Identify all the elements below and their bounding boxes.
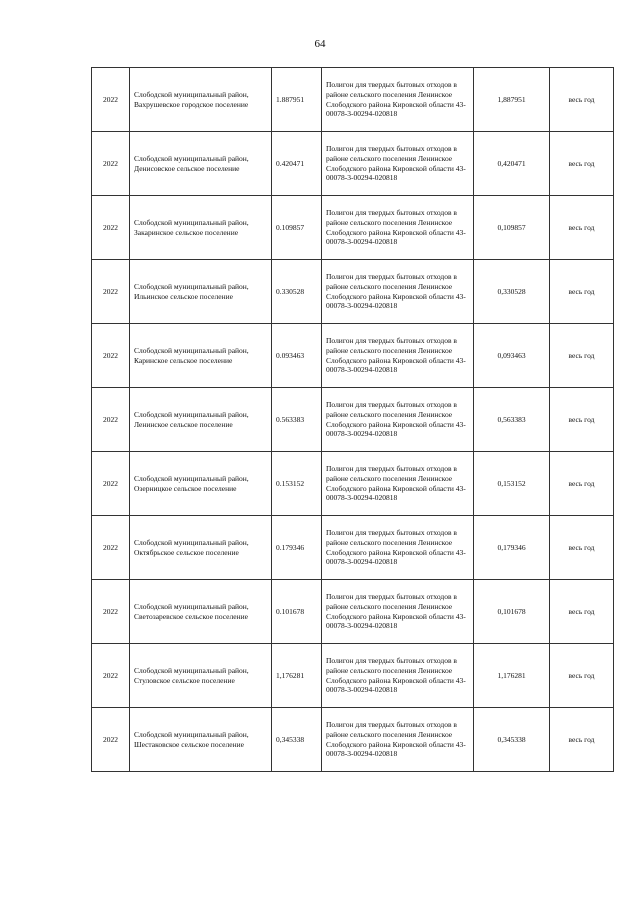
facility-cell: Полигон для твердых бытовых отходов в районе сельского поселения Ленинское Слободского района Кировской области 43-00078-3-00294-020818 [322, 644, 474, 708]
period-cell: весь год [550, 516, 614, 580]
year-cell: 2022 [92, 644, 130, 708]
facility-cell: Полигон для твердых бытовых отходов в районе сельского поселения Ленинское Слободского района Кировской области 43-00078-3-00294-020818 [322, 132, 474, 196]
district-cell: Слободской муниципальный район, Ильинское сельское поселение [130, 260, 272, 324]
quantity-cell: 0.563383 [272, 388, 322, 452]
year-cell: 2022 [92, 68, 130, 132]
facility-cell: Полигон для твердых бытовых отходов в районе сельского поселения Ленинское Слободского района Кировской области 43-00078-3-00294-020818 [322, 708, 474, 772]
table-row [92, 324, 614, 388]
year-cell: 2022 [92, 132, 130, 196]
year-cell: 2022 [92, 452, 130, 516]
district-cell: Слободской муниципальный район, Октябрьское сельское поселение [130, 516, 272, 580]
district-cell: Слободской муниципальный район, Закаринское сельское поселение [130, 196, 272, 260]
quantity-cell: 0.109857 [272, 196, 322, 260]
quantity-cell: 0.153152 [272, 452, 322, 516]
quantity-cell: 0.179346 [272, 516, 322, 580]
facility-cell: Полигон для твердых бытовых отходов в районе сельского поселения Ленинское Слободского района Кировской области 43-00078-3-00294-020818 [322, 388, 474, 452]
table-row [92, 708, 614, 772]
facility-cell: Полигон для твердых бытовых отходов в районе сельского поселения Ленинское Слободского района Кировской области 43-00078-3-00294-020818 [322, 324, 474, 388]
district-cell: Слободской муниципальный район, Озерницкое сельское поселение [130, 452, 272, 516]
period-cell: весь год [550, 196, 614, 260]
amount-cell: 0,109857 [474, 196, 550, 260]
table-row [92, 260, 614, 324]
period-cell: весь год [550, 388, 614, 452]
amount-cell: 0,153152 [474, 452, 550, 516]
table-row [92, 388, 614, 452]
waste-flow-table [91, 67, 614, 772]
page-number: 64 [314, 38, 326, 50]
table-row [92, 580, 614, 644]
period-cell: весь год [550, 644, 614, 708]
amount-cell: 0,563383 [474, 388, 550, 452]
year-cell: 2022 [92, 516, 130, 580]
district-cell: Слободской муниципальный район, Каринское сельское поселение [130, 324, 272, 388]
period-cell: весь год [550, 580, 614, 644]
quantity-cell: 1.887951 [272, 68, 322, 132]
quantity-cell: 0.420471 [272, 132, 322, 196]
table-row [92, 452, 614, 516]
facility-cell: Полигон для твердых бытовых отходов в районе сельского поселения Ленинское Слободского района Кировской области 43-00078-3-00294-020818 [322, 68, 474, 132]
amount-cell: 0,330528 [474, 260, 550, 324]
year-cell: 2022 [92, 196, 130, 260]
table-row [92, 196, 614, 260]
year-cell: 2022 [92, 324, 130, 388]
facility-cell: Полигон для твердых бытовых отходов в районе сельского поселения Ленинское Слободского района Кировской области 43-00078-3-00294-020818 [322, 260, 474, 324]
facility-cell: Полигон для твердых бытовых отходов в районе сельского поселения Ленинское Слободского района Кировской области 43-00078-3-00294-020818 [322, 196, 474, 260]
amount-cell: 1,176281 [474, 644, 550, 708]
quantity-cell: 0.093463 [272, 324, 322, 388]
district-cell: Слободской муниципальный район, Вахрушевское городское поселение [130, 68, 272, 132]
period-cell: весь год [550, 452, 614, 516]
year-cell: 2022 [92, 388, 130, 452]
amount-cell: 0,101678 [474, 580, 550, 644]
table-row [92, 516, 614, 580]
district-cell: Слободской муниципальный район, Ленинское сельское поселение [130, 388, 272, 452]
amount-cell: 0,179346 [474, 516, 550, 580]
table-row [92, 68, 614, 132]
table-row [92, 132, 614, 196]
amount-cell: 1,887951 [474, 68, 550, 132]
table-row [92, 644, 614, 708]
period-cell: весь год [550, 260, 614, 324]
district-cell: Слободской муниципальный район, Светозаревское сельское поселение [130, 580, 272, 644]
year-cell: 2022 [92, 708, 130, 772]
year-cell: 2022 [92, 260, 130, 324]
period-cell: весь год [550, 68, 614, 132]
period-cell: весь год [550, 324, 614, 388]
facility-cell: Полигон для твердых бытовых отходов в районе сельского поселения Ленинское Слободского района Кировской области 43-00078-3-00294-020818 [322, 580, 474, 644]
facility-cell: Полигон для твердых бытовых отходов в районе сельского поселения Ленинское Слободского района Кировской области 43-00078-3-00294-020818 [322, 452, 474, 516]
amount-cell: 0,345338 [474, 708, 550, 772]
amount-cell: 0,420471 [474, 132, 550, 196]
quantity-cell: 0.101678 [272, 580, 322, 644]
facility-cell: Полигон для твердых бытовых отходов в районе сельского поселения Ленинское Слободского района Кировской области 43-00078-3-00294-020818 [322, 516, 474, 580]
amount-cell: 0,093463 [474, 324, 550, 388]
district-cell: Слободской муниципальный район, Денисовское сельское поселение [130, 132, 272, 196]
year-cell: 2022 [92, 580, 130, 644]
quantity-cell: 0.330528 [272, 260, 322, 324]
quantity-cell: 0,345338 [272, 708, 322, 772]
quantity-cell: 1,176281 [272, 644, 322, 708]
district-cell: Слободской муниципальный район, Шестаковское сельское поселение [130, 708, 272, 772]
district-cell: Слободской муниципальный район, Стуловское сельское поселение [130, 644, 272, 708]
period-cell: весь год [550, 708, 614, 772]
period-cell: весь год [550, 132, 614, 196]
